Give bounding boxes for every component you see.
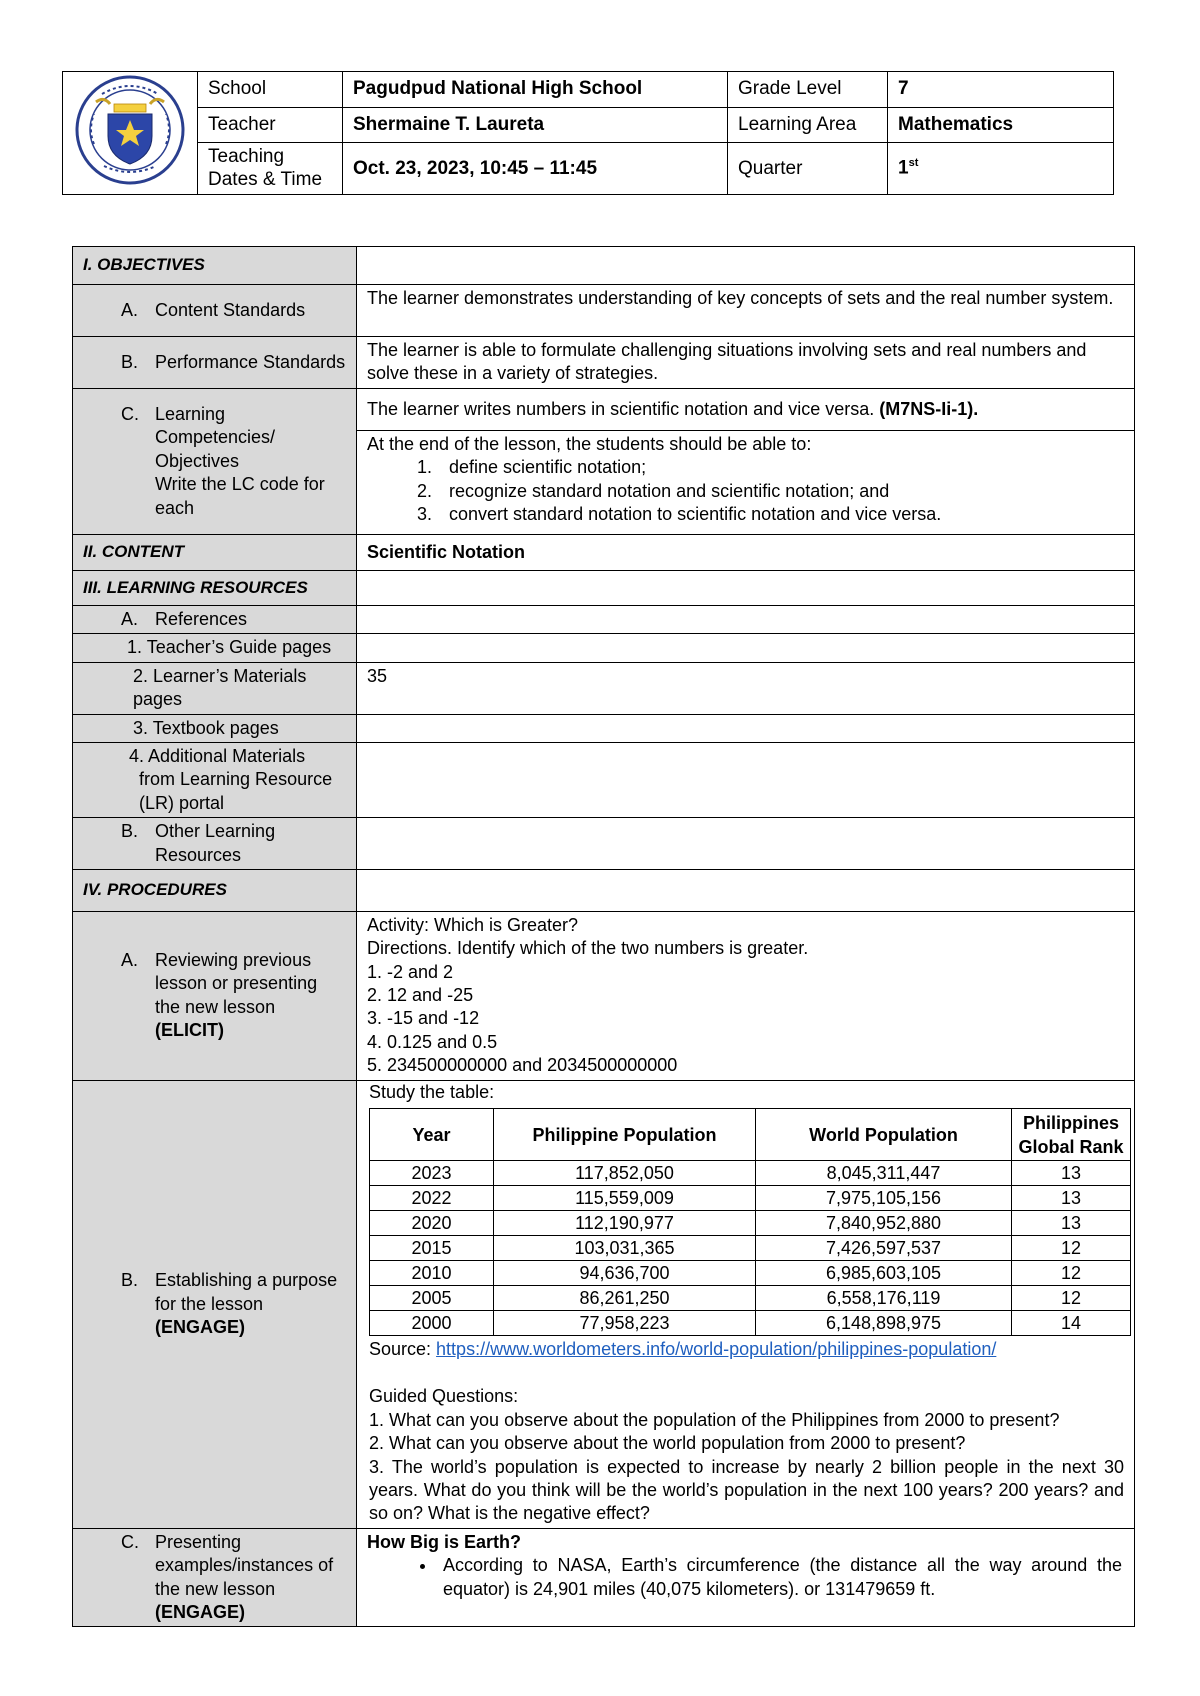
quarter-label: Quarter bbox=[728, 143, 888, 195]
cell-year: 2022 bbox=[370, 1186, 494, 1211]
dates-label bbox=[198, 143, 343, 195]
content-value: Scientific Notation bbox=[357, 535, 1135, 571]
content-standards-text: Content Standards bbox=[155, 299, 306, 320]
presenting-text: Presenting examples/instances of the new lesson bbox=[155, 1531, 334, 1599]
source-link[interactable]: https://www.worldometers.info/world-population/philippines-population/ bbox=[436, 1339, 997, 1360]
population-table bbox=[369, 1108, 1131, 1336]
cell-ph-pop: 94,636,700 bbox=[494, 1261, 756, 1286]
area-value: Mathematics bbox=[888, 107, 1114, 143]
procedures-blank bbox=[357, 869, 1135, 911]
letter-b: B. bbox=[121, 1270, 139, 1291]
grade-value: 7 bbox=[888, 72, 1114, 108]
cell-year: 2020 bbox=[370, 1211, 494, 1236]
references-text: References bbox=[155, 609, 248, 629]
elicit-tag: (ELICIT) bbox=[155, 1020, 224, 1041]
cell-year: 2023 bbox=[370, 1161, 494, 1186]
elicit-text: Reviewing previous lesson or presenting the new lesson bbox=[155, 949, 318, 1017]
cell-rank: 13 bbox=[1012, 1186, 1131, 1211]
table-row bbox=[370, 1236, 1131, 1261]
additional-materials-value bbox=[357, 742, 1135, 817]
guided-question: 1. What can you observe about the population of the Philippines from 2000 to present? bbox=[369, 1409, 1060, 1430]
content-heading: II. CONTENT bbox=[73, 535, 357, 571]
letter-c: C. bbox=[121, 1531, 139, 1552]
cell-ph-pop: 103,031,365 bbox=[494, 1236, 756, 1261]
elicit-activity bbox=[357, 911, 1135, 1080]
references-label bbox=[73, 606, 357, 634]
learners-materials-label bbox=[73, 662, 357, 714]
objective-item: 3. convert standard notation to scientific notation and vice versa. bbox=[437, 503, 1124, 526]
textbook-value bbox=[357, 714, 1135, 742]
school-label: School bbox=[198, 72, 343, 108]
performance-standards-label bbox=[73, 337, 357, 389]
other-resources-value bbox=[357, 818, 1135, 870]
cell-world-pop: 6,148,898,975 bbox=[756, 1311, 1012, 1336]
engage-tag: (ENGAGE) bbox=[155, 1316, 245, 1337]
cell-world-pop: 7,426,597,537 bbox=[756, 1236, 1012, 1261]
additional-materials-label bbox=[73, 742, 357, 817]
engage-content bbox=[357, 1080, 1135, 1528]
letter-a: A. bbox=[121, 949, 139, 970]
earth-title: How Big is Earth? bbox=[367, 1531, 522, 1552]
col-header-world-pop: World Population bbox=[756, 1109, 1012, 1161]
dates-label-line2: Dates & Time bbox=[208, 168, 323, 190]
school-value: Pagudpud National High School bbox=[343, 72, 728, 108]
textbook-label bbox=[73, 714, 357, 742]
activity-item: 5. 234500000000 and 2034500000000 bbox=[367, 1055, 678, 1076]
teacher-label: Teacher bbox=[198, 107, 343, 143]
cell-world-pop: 8,045,311,447 bbox=[756, 1161, 1012, 1186]
teachers-guide-text: 1. Teacher’s Guide pages bbox=[127, 637, 332, 658]
dates-label-line1: Teaching bbox=[208, 145, 285, 167]
cell-rank: 12 bbox=[1012, 1286, 1131, 1311]
guided-question: 2. What can you observe about the world population from 2000 to present? bbox=[369, 1433, 966, 1454]
cell-rank: 13 bbox=[1012, 1161, 1131, 1186]
table-row bbox=[370, 1261, 1131, 1286]
other-resources-label bbox=[73, 818, 357, 870]
lc-code-note: Write the LC code for each bbox=[155, 474, 325, 518]
cell-year: 2010 bbox=[370, 1261, 494, 1286]
activity-item: 4. 0.125 and 0.5 bbox=[367, 1031, 498, 1052]
source-label: Source: bbox=[369, 1339, 437, 1360]
elicit-label bbox=[73, 911, 357, 1080]
activity-item: 1. -2 and 2 bbox=[367, 961, 454, 982]
competency-statement bbox=[357, 389, 1135, 431]
objective-item: 2. recognize standard notation and scientific notation; and bbox=[437, 480, 1124, 503]
letter-a: A. bbox=[121, 609, 139, 629]
dates-value: Oct. 23, 2023, 10:45 – 11:45 bbox=[343, 143, 728, 195]
learners-materials-text: 2. Learner’s Materials pages bbox=[133, 665, 307, 710]
table-row bbox=[370, 1161, 1131, 1186]
cell-ph-pop: 112,190,977 bbox=[494, 1211, 756, 1236]
engage-label bbox=[73, 1080, 357, 1528]
competencies-label bbox=[73, 389, 357, 535]
cell-world-pop: 7,975,105,156 bbox=[756, 1186, 1012, 1211]
competency-text: The learner writes numbers in scientific notation and vice versa. bbox=[367, 398, 880, 419]
activity-item: 2. 12 and -25 bbox=[367, 985, 474, 1006]
presenting-tag: (ENGAGE) bbox=[155, 1601, 245, 1622]
objectives-intro: At the end of the lesson, the students should be able to: bbox=[367, 434, 812, 454]
objectives-blank bbox=[357, 247, 1135, 285]
engage-text: Establishing a purpose for the lesson bbox=[155, 1270, 338, 1314]
procedures-heading: IV. PROCEDURES bbox=[73, 869, 357, 911]
objectives-heading: I. OBJECTIVES bbox=[73, 247, 357, 285]
deped-seal bbox=[63, 72, 198, 195]
table-row bbox=[370, 1186, 1131, 1211]
resources-heading: III. LEARNING RESOURCES bbox=[73, 571, 357, 606]
competency-code: (M7NS-Ii-1). bbox=[879, 398, 979, 419]
source-line bbox=[369, 1338, 1134, 1361]
letter-a: A. bbox=[121, 299, 139, 320]
cell-world-pop: 7,840,952,880 bbox=[756, 1211, 1012, 1236]
content-standards-label bbox=[73, 285, 357, 337]
cell-rank: 14 bbox=[1012, 1311, 1131, 1336]
teachers-guide-value bbox=[357, 634, 1135, 662]
table-row bbox=[370, 1311, 1131, 1336]
quarter-value bbox=[888, 143, 1114, 195]
letter-b: B. bbox=[121, 821, 139, 842]
additional-materials-text: 4. Additional Materials from Learning Resource (LR) portal bbox=[129, 745, 333, 813]
teachers-guide-label bbox=[73, 634, 357, 662]
col-header-year: Year bbox=[370, 1109, 494, 1161]
cell-ph-pop: 117,852,050 bbox=[494, 1161, 756, 1186]
guided-title: Guided Questions: bbox=[369, 1386, 519, 1407]
other-resources-text: Other Learning Resources bbox=[155, 821, 276, 865]
cell-year: 2005 bbox=[370, 1286, 494, 1311]
quarter-suffix: st bbox=[908, 157, 919, 170]
objectives-list bbox=[357, 431, 1135, 535]
deped-seal-icon bbox=[74, 74, 186, 186]
table-row bbox=[370, 1286, 1131, 1311]
cell-rank: 12 bbox=[1012, 1261, 1131, 1286]
col-header-ph-pop: Philippine Population bbox=[494, 1109, 756, 1161]
cell-ph-pop: 77,958,223 bbox=[494, 1311, 756, 1336]
cell-rank: 13 bbox=[1012, 1211, 1131, 1236]
presenting-label bbox=[73, 1528, 357, 1627]
references-blank bbox=[357, 606, 1135, 634]
activity-title: Activity: Which is Greater? bbox=[367, 914, 579, 935]
cell-world-pop: 6,558,176,119 bbox=[756, 1286, 1012, 1311]
letter-c: C. bbox=[121, 404, 139, 425]
competencies-text: Learning Competencies/ Objectives bbox=[155, 404, 276, 471]
study-table-intro: Study the table: bbox=[369, 1081, 495, 1102]
textbook-text: 3. Textbook pages bbox=[133, 717, 279, 738]
table-row bbox=[370, 1211, 1131, 1236]
cell-year: 2015 bbox=[370, 1236, 494, 1261]
earth-fact: • According to NASA, Earth’s circumference (the distance all the way around the equator) is 24,901 miles (40,075 kilometers). or 131479659 ft. bbox=[437, 1554, 1124, 1601]
cell-ph-pop: 86,261,250 bbox=[494, 1286, 756, 1311]
header-table bbox=[62, 71, 1114, 195]
learners-materials-value: 35 bbox=[357, 662, 1135, 714]
guided-question: 3. The world’s population is expected to increase by nearly 2 billion people in the next 30 years. What do you think will be the world’s population in the next 100 years? 200 years? and so on? What is the negative effect? bbox=[369, 1456, 1124, 1524]
letter-b: B. bbox=[121, 351, 139, 372]
col-header-rank: Philippines Global Rank bbox=[1012, 1109, 1131, 1161]
teacher-value: Shermaine T. Laureta bbox=[343, 107, 728, 143]
grade-label: Grade Level bbox=[728, 72, 888, 108]
activity-directions: Directions. Identify which of the two numbers is greater. bbox=[367, 938, 809, 959]
performance-standards-value: The learner is able to formulate challenging situations involving sets and real numbers and solve these in a variety of strategies. bbox=[357, 337, 1135, 389]
presenting-content bbox=[357, 1528, 1135, 1627]
cell-year: 2000 bbox=[370, 1311, 494, 1336]
activity-item: 3. -15 and -12 bbox=[367, 1008, 480, 1029]
objective-item: 1. define scientific notation; bbox=[437, 456, 1124, 479]
content-standards-value: The learner demonstrates understanding of key concepts of sets and the real number system. bbox=[357, 285, 1135, 337]
lesson-plan-table bbox=[72, 246, 1135, 1627]
quarter-number: 1 bbox=[898, 157, 909, 179]
cell-rank: 12 bbox=[1012, 1236, 1131, 1261]
cell-world-pop: 6,985,603,105 bbox=[756, 1261, 1012, 1286]
resources-blank bbox=[357, 571, 1135, 606]
cell-ph-pop: 115,559,009 bbox=[494, 1186, 756, 1211]
performance-standards-text: Performance Standards bbox=[155, 351, 346, 372]
area-label: Learning Area bbox=[728, 107, 888, 143]
